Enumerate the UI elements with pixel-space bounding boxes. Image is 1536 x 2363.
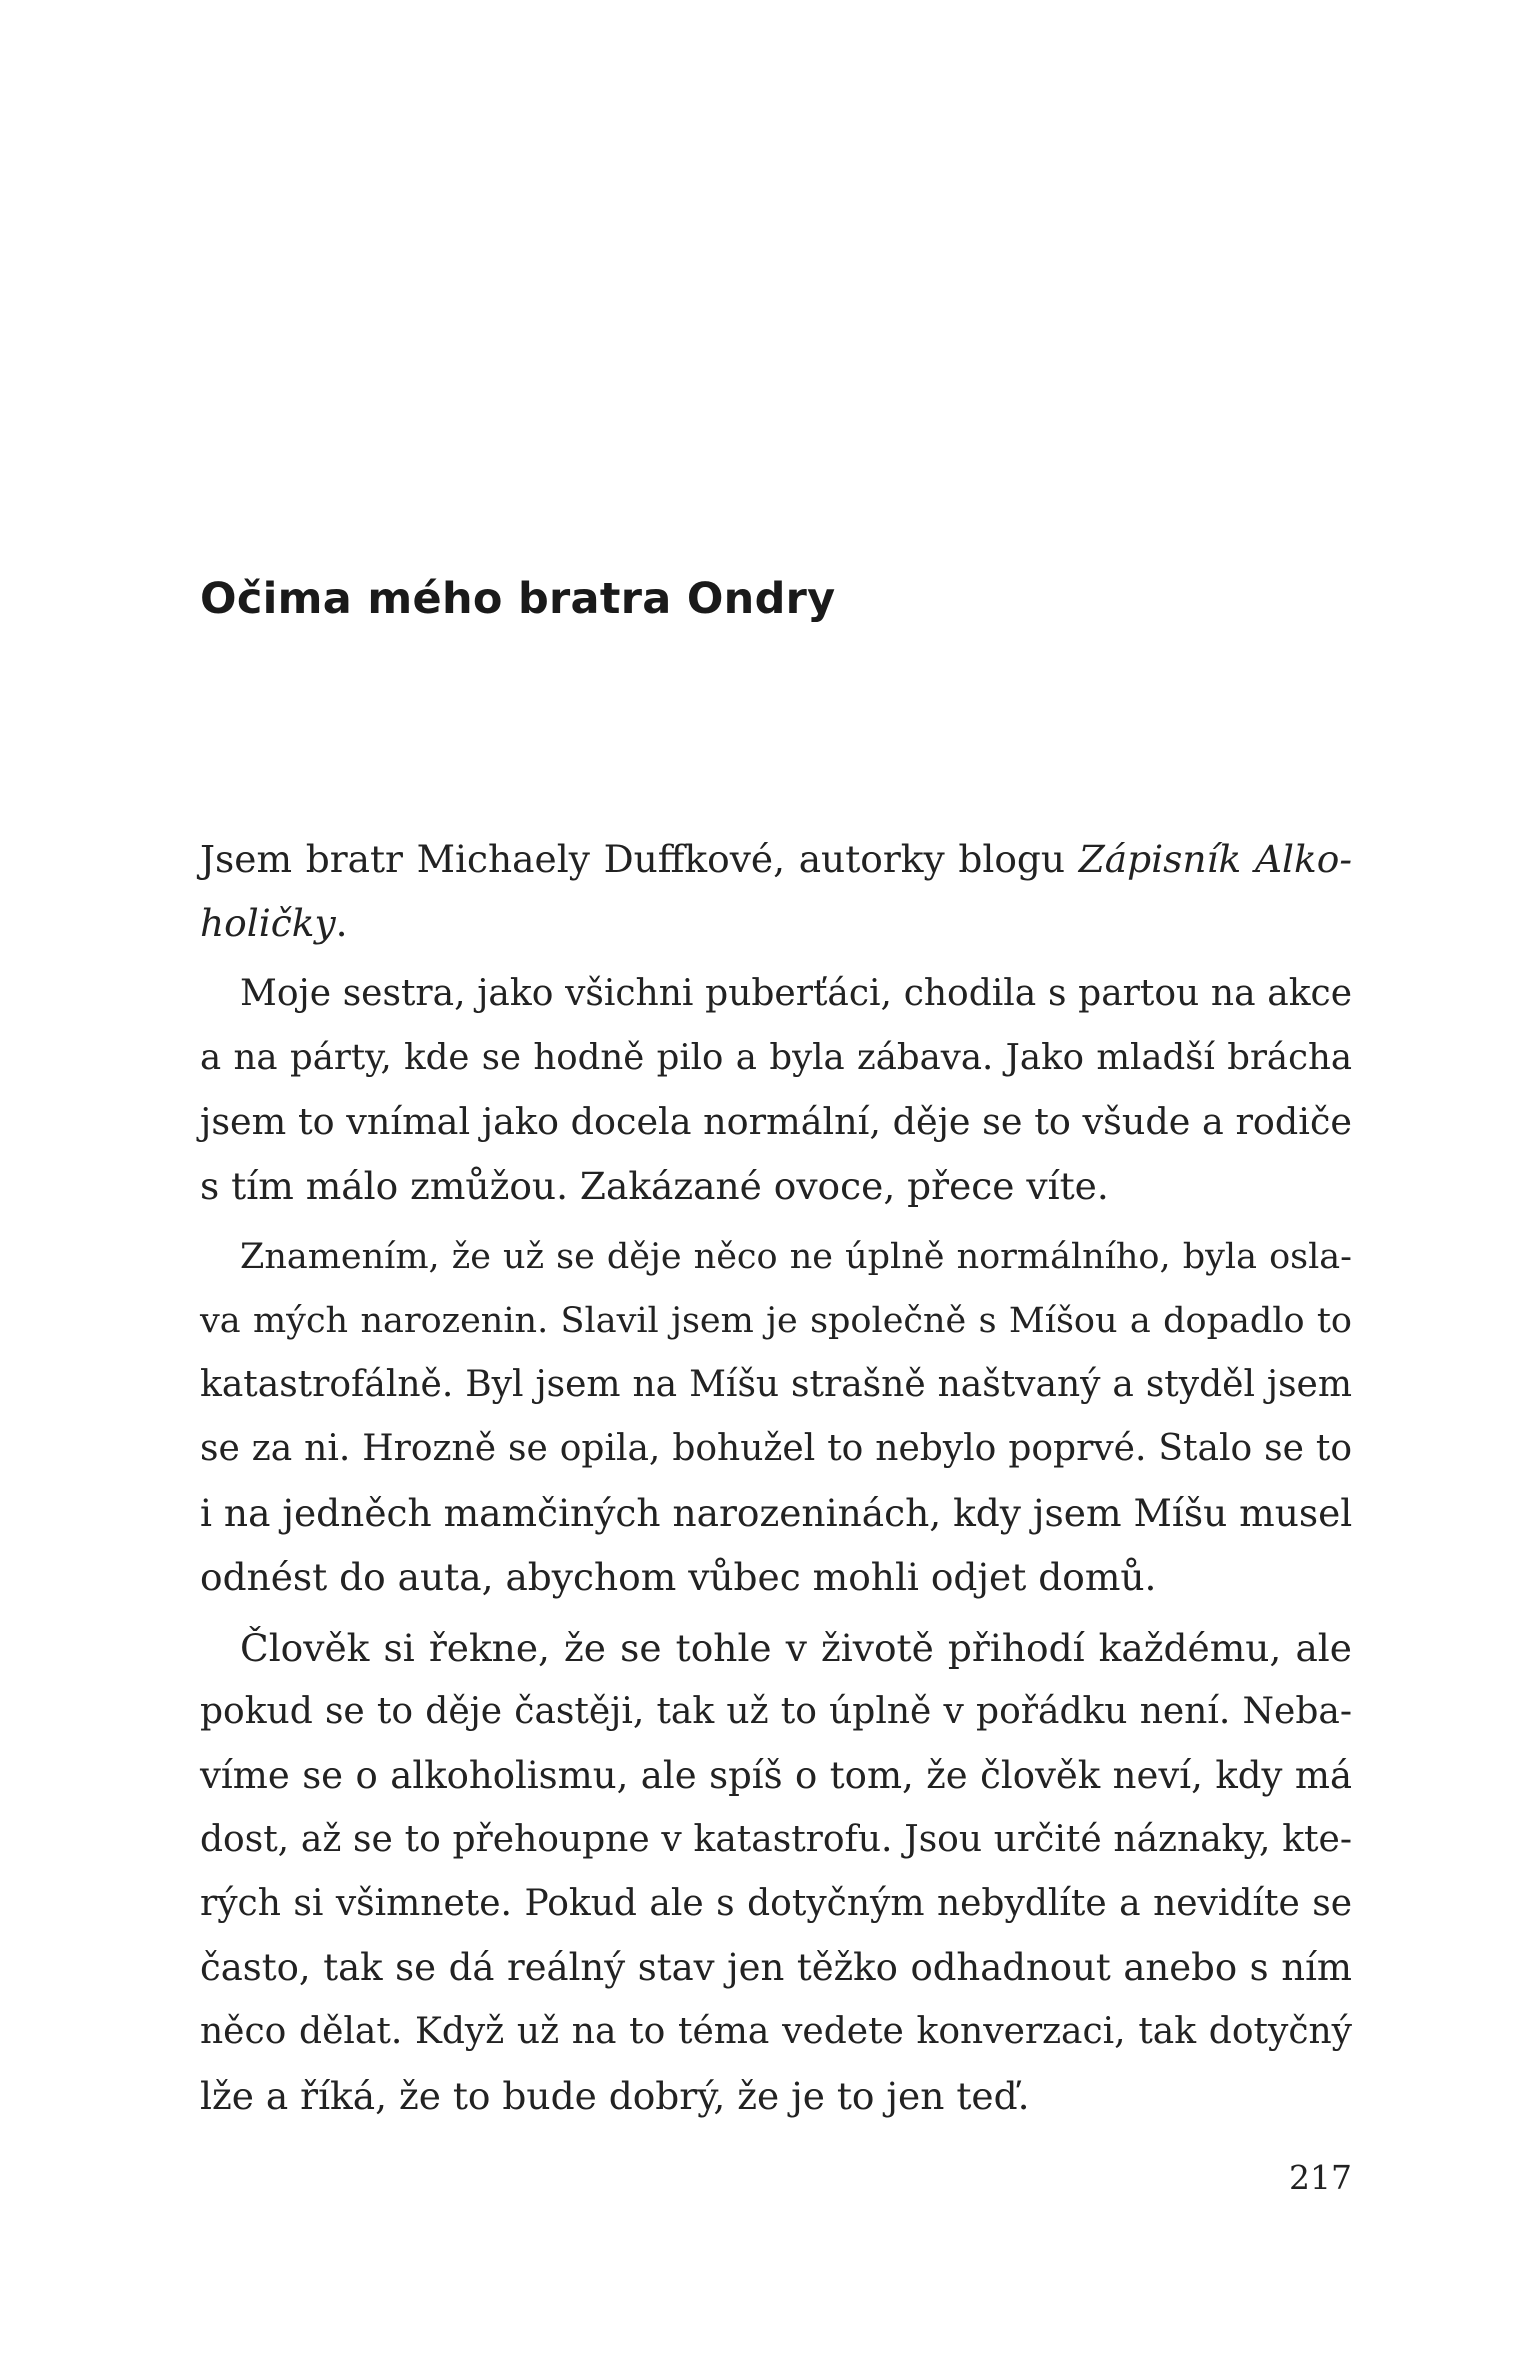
text-line: často, tak se dá reálný stav jen těžko odhadnout anebo s ním xyxy=(200,1946,1352,1989)
text-line: i na jedněch mamčiných narozeninách, kdy jsem Míšu musel xyxy=(200,1491,1353,1535)
text-line: něco dělat. Když už na to téma vedete konverzaci, tak dotyčný xyxy=(200,2011,1352,2052)
text-run: . xyxy=(335,901,348,945)
text-line: jsem to vnímal jako docela normální, děje se to všude a rodiče xyxy=(200,1100,1352,1143)
text-line xyxy=(200,827,1352,891)
text-line: dost, až se to přehoupne v katastrofu. Jsou určité náznaky, kte- xyxy=(200,1819,1352,1860)
paragraph-2 xyxy=(200,962,1352,1218)
text-line: s tím málo zmůžou. Zakázané ovoce, přece víte. xyxy=(200,1164,1109,1208)
body-text xyxy=(200,827,1352,2135)
text-line: a na párty, kde se hodně pilo a byla zábava. Jako mladší brácha xyxy=(200,1037,1352,1078)
text-line: pokud se to děje častěji, tak už to úplně v pořádku není. Neba- xyxy=(200,1691,1352,1732)
paragraph-1 xyxy=(200,827,1352,955)
text-line: va mých narozenin. Slavil jsem je společně s Míšou a dopadlo to xyxy=(200,1301,1352,1341)
text-line: se za ni. Hrozně se opila, bohužel to nebylo poprvé. Stalo se to xyxy=(200,1428,1352,1469)
page-number: 217 xyxy=(1289,2158,1352,2197)
paragraph-4 xyxy=(200,1616,1352,2128)
text-line: Znamením, že už se děje něco ne úplně normálního, byla osla- xyxy=(240,1237,1352,1277)
blog-title-italic: holičky xyxy=(200,901,336,945)
text-line: Moje sestra, jako všichni puberťáci, chodila s partou na akce xyxy=(240,973,1352,1014)
text-line: lže a říká, že to bude dobrý, že je to jen teď. xyxy=(200,2074,1030,2118)
chapter-title: Očima mého bratra Ondry xyxy=(200,574,836,624)
blog-title-italic: Zápisník Alko- xyxy=(1078,837,1352,881)
text-line: víme se o alkoholismu, ale spíš o tom, že člověk neví, kdy má xyxy=(200,1754,1352,1797)
text-run: Jsem bratr Michaely Duffkové, autorky blogu xyxy=(200,837,1079,881)
text-line: katastrofálně. Byl jsem na Míšu strašně naštvaný a styděl jsem xyxy=(200,1364,1352,1405)
text-line: Člověk si řekne, že se tohle v životě přihodí každému, ale xyxy=(240,1626,1352,1670)
text-line: odnést do auta, abychom vůbec mohli odjet domů. xyxy=(200,1555,1157,1599)
text-line: rých si všimnete. Pokud ale s dotyčným nebydlíte a nevidíte se xyxy=(200,1883,1352,1924)
text-line xyxy=(200,891,1352,955)
paragraph-3 xyxy=(200,1225,1352,1609)
